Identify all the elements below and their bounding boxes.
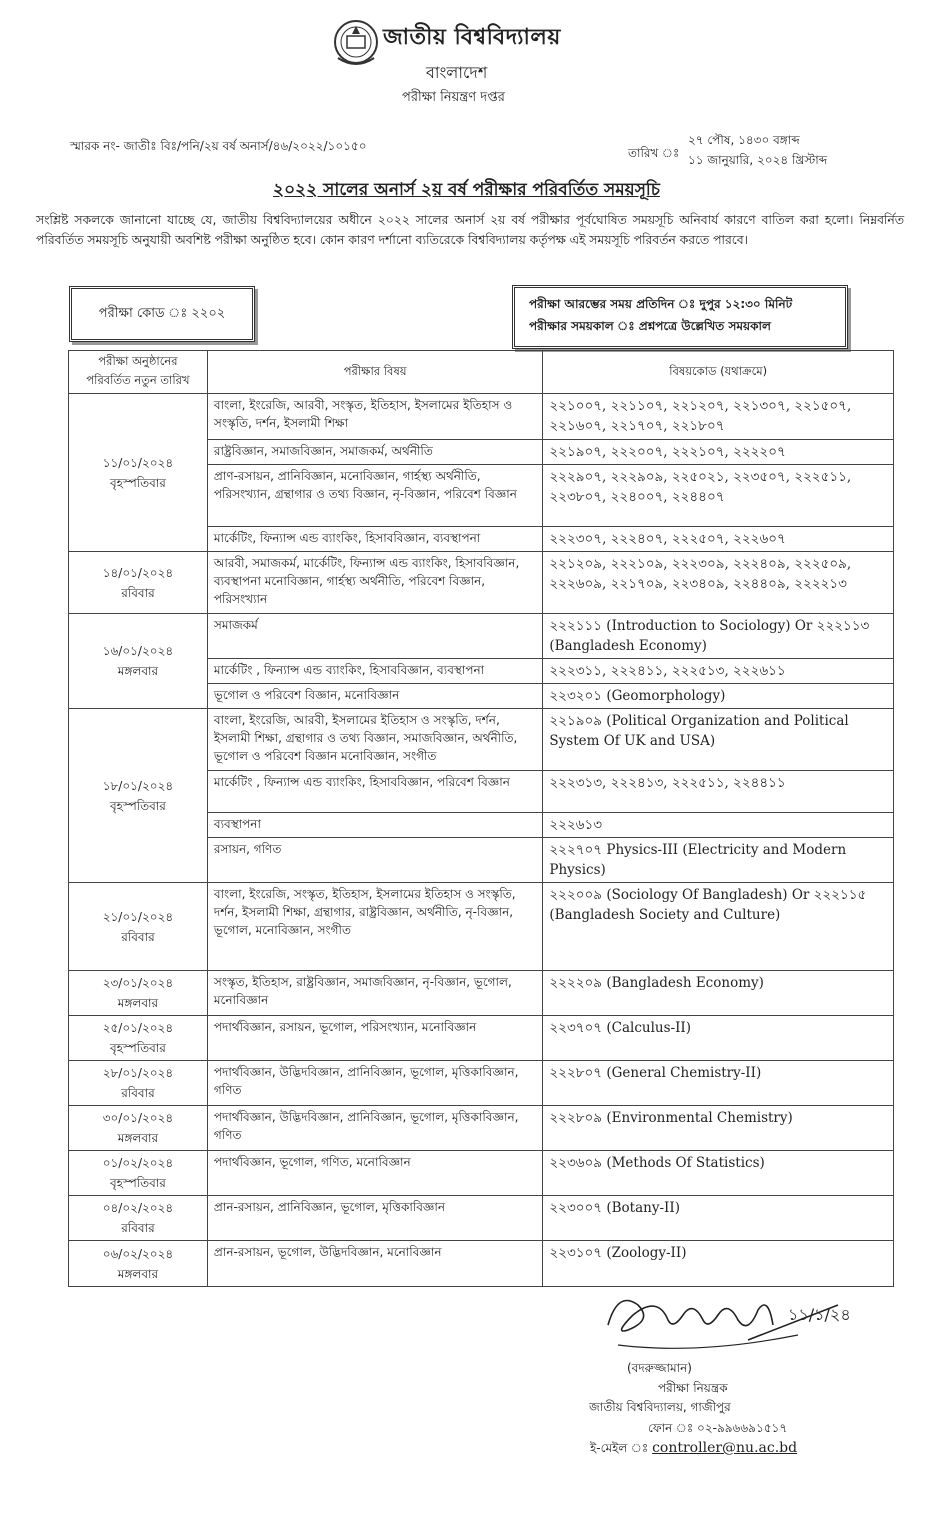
subject-code-cell: ২২২৩০৭, ২২২৪০৭, ২২২৫০৭, ২২২৬০৭ bbox=[543, 527, 894, 552]
subject-cell: মার্কেটিং , ফিন্যান্স এন্ড ব্যাংকিং, হিসাববিজ্ঞান, পরিবেশ বিজ্ঞান bbox=[207, 771, 543, 813]
subject-cell: প্রান-রসায়ন, ভূগোল, উদ্ভিদবিজ্ঞান, মনোবিজ্ঞান bbox=[207, 1241, 543, 1287]
exam-day: বৃহস্পতিবার bbox=[109, 1176, 166, 1190]
subject-code-cell: ২২২২০৯ (Bangladesh Economy) bbox=[543, 971, 894, 1016]
exam-date-cell bbox=[69, 1106, 208, 1151]
subject-cell: বাংলা, ইংরেজি, আরবী, সংস্কৃত, ইতিহাস, ইসলামের ইতিহাস ও সংস্কৃতি, দর্শন, ইসলামী শিক্ষা bbox=[207, 394, 543, 440]
header-date: পরীক্ষা অনুষ্ঠানের পরিবর্তিত নতুন তারিখ bbox=[69, 351, 208, 394]
memo-number: স্মারক নং- জাতীঃ বিঃ/পনি/২য় বর্ষ অনার্স/৪৬/২০২২/১০১৫০ bbox=[70, 139, 367, 153]
exam-date: ২৮/০১/২০২৪ bbox=[102, 1066, 174, 1080]
subject-code-cell: ২২২৬১৩ bbox=[543, 813, 894, 838]
signatory-phone: ফোন ঃ ০২-৯৯৬৬৯১৫১৭ bbox=[648, 1421, 788, 1435]
subject-cell: সমাজকর্ম bbox=[207, 614, 543, 659]
subject-cell: আরবী, সমাজকর্ম, মার্কেটিং, ফিন্যান্স এন্ড ব্যাংকিং, হিসাববিজ্ঞান, ব্যবস্থাপনা মনোবিজ্ঞান, গার্হস্থ্য অর্থনীতি, পরিবেশ বিজ্ঞান, পরিসংখ্যান bbox=[207, 552, 543, 614]
subject-cell: রসায়ন, গণিত bbox=[207, 838, 543, 883]
subject-code-cell: ২২২৮০৭ (General Chemistry-II) bbox=[543, 1061, 894, 1106]
table-row bbox=[69, 1016, 894, 1061]
exam-date-cell bbox=[69, 614, 208, 709]
exam-date: ৩০/০১/২০২৪ bbox=[102, 1111, 174, 1125]
subject-cell: মার্কেটিং , ফিন্যান্স এন্ড ব্যাংকিং, হিসাববিজ্ঞান, ব্যবস্থাপনা bbox=[207, 659, 543, 684]
university-logo-icon bbox=[330, 18, 382, 70]
subject-cell: ভূগোল ও পরিবেশ বিজ্ঞান, মনোবিজ্ঞান bbox=[207, 684, 543, 709]
table-row bbox=[69, 709, 894, 771]
table-row bbox=[69, 614, 894, 659]
subject-cell: বাংলা, ইংরেজি, আরবী, ইসলামের ইতিহাস ও সংস্কৃতি, দর্শন, ইসলামী শিক্ষা, গ্রন্থাগার ও তথ্য বিজ্ঞান, সমাজবিজ্ঞান, অর্থনীতি, ভূগোল ও পরিবেশ বিজ্ঞান মনোবিজ্ঞান, সংগীত bbox=[207, 709, 543, 771]
subject-code-cell: ২২২৯০৭, ২২২৯০৯, ২২৫০২১, ২২৩৫০৭, ২২২৫১১, ২২৩৮০৭, ২২৪০০৭, ২২৪৪০৭ bbox=[543, 465, 894, 527]
exam-day: রবিবার bbox=[121, 929, 155, 944]
exam-day: রবিবার bbox=[121, 585, 155, 600]
exam-duration: পরীক্ষার সময়কাল ঃ প্রশ্নপত্রে উল্লেখিত সময়কাল bbox=[529, 319, 771, 333]
subject-code-cell: ২২৩০০৭ (Botany-II) bbox=[543, 1196, 894, 1241]
exam-day: বৃহস্পতিবার bbox=[109, 1041, 166, 1055]
signatory-post: পরীক্ষা নিয়ন্ত্রক bbox=[658, 1381, 728, 1395]
table-row bbox=[69, 1061, 894, 1106]
department-name: পরীক্ষা নিয়ন্ত্রণ দপ্তর bbox=[402, 90, 505, 105]
exam-date-cell bbox=[69, 883, 208, 971]
subject-cell: বাংলা, ইংরেজি, সংস্কৃত, ইতিহাস, ইসলামের ইতিহাস ও সংস্কৃতি, দর্শন, ইসলামী শিক্ষা, গ্রন্থাগার, রাষ্ট্রবিজ্ঞান, অর্থনীতি, নৃ-বিজ্ঞান, ভূগোল, মনোবিজ্ঞান, সংগীত bbox=[207, 883, 543, 971]
table-row bbox=[69, 552, 894, 614]
exam-date-cell bbox=[69, 1016, 208, 1061]
table-row bbox=[69, 1241, 894, 1287]
table-row bbox=[69, 1106, 894, 1151]
table-row bbox=[69, 971, 894, 1016]
exam-date-cell bbox=[69, 394, 208, 552]
signatory-org: জাতীয় বিশ্ববিদ্যালয়, গাজীপুর bbox=[589, 1400, 731, 1414]
exam-day: রবিবার bbox=[121, 1086, 155, 1100]
exam-day: বৃহস্পতিবার bbox=[109, 475, 166, 490]
signature-image bbox=[598, 1285, 858, 1355]
email-link[interactable]: controller@nu.ac.bd bbox=[652, 1440, 798, 1456]
subject-cell: পদার্থবিজ্ঞান, উদ্ভিদবিজ্ঞান, প্রানিবিজ্ঞান, ভূগোল, মৃত্তিকাবিজ্ঞান, গণিত bbox=[207, 1061, 543, 1106]
subject-cell: ব্যবস্থাপনা bbox=[207, 813, 543, 838]
table-row bbox=[69, 394, 894, 440]
subject-code-cell: ২২৩৬০৯ (Methods Of Statistics) bbox=[543, 1151, 894, 1196]
subject-code-cell: ২২২১১১ (Introduction to Sociology) Or ২২২১১৩ (Bangladesh Economy) bbox=[543, 614, 894, 659]
exam-date: ১৮/০১/২০২৪ bbox=[102, 778, 174, 793]
exam-code: পরীক্ষা কোড ঃ ২২০২ bbox=[98, 305, 226, 321]
exam-date: ০৪/০২/২০২৪ bbox=[102, 1201, 174, 1215]
subject-code-cell: ২২২৩১১, ২২২৪১১, ২২২৫১৩, ২২২৬১১ bbox=[543, 659, 894, 684]
exam-code-box bbox=[69, 286, 255, 342]
subject-cell: পদার্থবিজ্ঞান, উদ্ভিদবিজ্ঞান, প্রানিবিজ্ঞান, ভূগোল, মৃত্তিকাবিজ্ঞান, গণিত bbox=[207, 1106, 543, 1151]
table-row bbox=[69, 1196, 894, 1241]
table-row bbox=[69, 883, 894, 971]
date-english: ১১ জানুয়ারি, ২০২৪ খ্রিস্টাব্দ bbox=[688, 153, 828, 167]
page-title: ২০২২ সালের অনার্স ২য় বর্ষ পরীক্ষার পরিবর্তিত সময়সূচি bbox=[273, 180, 660, 200]
header-code: বিষয়কোড (যথাক্রমে) bbox=[543, 351, 894, 394]
subject-code-cell: ২২১৯০৯ (Political Organization and Political System Of UK and USA) bbox=[543, 709, 894, 771]
exam-day: মঙ্গলবার bbox=[117, 664, 159, 678]
subject-cell: পদার্থবিজ্ঞান, রসায়ন, ভূগোল, পরিসংখ্যান, মনোবিজ্ঞান bbox=[207, 1016, 543, 1061]
date-label: তারিখ ঃ bbox=[628, 146, 680, 160]
subject-code-cell: ২২২৩১৩, ২২২৪১৩, ২২২৫১১, ২২৪৪১১ bbox=[543, 771, 894, 813]
exam-date-cell bbox=[69, 552, 208, 614]
exam-date-cell bbox=[69, 1061, 208, 1106]
exam-date: ২৩/০১/২০২৪ bbox=[102, 976, 174, 990]
subject-code-cell: ২২২৮০৯ (Environmental Chemistry) bbox=[543, 1106, 894, 1151]
subject-cell: প্রাণ-রসায়ন, প্রানিবিজ্ঞান, মনোবিজ্ঞান, গার্হস্থ্য অর্থনীতি, পরিসংখ্যান, গ্রন্থাগার ও তথ্য বিজ্ঞান, নৃ-বিজ্ঞান, পরিবেশ বিজ্ঞান bbox=[207, 465, 543, 527]
subject-cell: সংস্কৃত, ইতিহাস, রাষ্ট্রবিজ্ঞান, সমাজবিজ্ঞান, নৃ-বিজ্ঞান, ভূগোল, মনোবিজ্ঞান bbox=[207, 971, 543, 1016]
exam-date: ২১/০১/২০২৪ bbox=[102, 909, 174, 924]
exam-date: ১৬/০১/২০২৪ bbox=[102, 644, 174, 658]
exam-day: মঙ্গলবার bbox=[117, 1131, 159, 1145]
subject-cell: প্রান-রসায়ন, প্রানিবিজ্ঞান, ভূগোল, মৃত্তিকাবিজ্ঞান bbox=[207, 1196, 543, 1241]
subject-code-cell: ২২২৭০৭ Physics-III (Electricity and Modern Physics) bbox=[543, 838, 894, 883]
subject-code-cell: ২২১২০৯, ২২২১০৯, ২২২৩০৯, ২২২৪০৯, ২২২৫০৯, ২২২৬০৯, ২২১৭০৯, ২২৩৪০৯, ২২৪৪০৯, ২২২২১৩ bbox=[543, 552, 894, 614]
exam-date: ০১/০২/২০২৪ bbox=[102, 1156, 174, 1170]
exam-time-box bbox=[512, 285, 848, 349]
signatory-email-row bbox=[590, 1440, 797, 1460]
subject-code-cell: ২২১০০৭, ২২১১০৭, ২২১২০৭, ২২১৩০৭, ২২১৫০৭, ২২১৬০৭, ২২১৭০৭, ২২১৮০৭ bbox=[543, 394, 894, 440]
exam-date-cell bbox=[69, 709, 208, 883]
exam-date-cell bbox=[69, 1196, 208, 1241]
signatory-name: (বদরুজ্জামান) bbox=[627, 1361, 692, 1375]
exam-day: মঙ্গলবার bbox=[117, 996, 159, 1010]
exam-date-cell bbox=[69, 1151, 208, 1196]
header-subject: পরীক্ষার বিষয় bbox=[207, 351, 543, 394]
subject-code-cell: ২২৩৭০৭ (Calculus-II) bbox=[543, 1016, 894, 1061]
subject-code-cell: ২২১৯০৭, ২২২০০৭, ২২২১০৭, ২২২২০৭ bbox=[543, 440, 894, 465]
country-name: বাংলাদেশ bbox=[426, 63, 488, 82]
subject-code-cell: ২২৩১০৭ (Zoology-II) bbox=[543, 1241, 894, 1287]
exam-date-cell bbox=[69, 1241, 208, 1287]
intro-paragraph: সংশ্লিষ্ট সকলকে জানানো যাচ্ছে যে, জাতীয় বিশ্ববিদ্যালয়ের অধীনে ২০২২ সালের অনার্স ২য় বর্ষ পরীক্ষার পূর্বঘোষিত সময়সূচি অনিবার্য কারণে বাতিল করা হলো। নিম্নবর্নিত পরিবর্তিত সময়সূচি অনুযায়ী অবশিষ্ট পরীক্ষা অনুষ্ঠিত হবে। কোন কারণ দর্শানো ব্যতিরেকে বিশ্ববিদ্যালয় কর্তৃপক্ষ এই সময়সূচি পরিবর্তন করতে পারবে। bbox=[36, 213, 904, 247]
table-row bbox=[69, 1151, 894, 1196]
exam-date: ১৪/০১/২০২৪ bbox=[102, 565, 174, 580]
date-bangla: ২৭ পৌষ, ১৪৩০ বঙ্গাব্দ bbox=[688, 133, 800, 147]
university-name: জাতীয় বিশ্ববিদ্যালয় bbox=[383, 24, 561, 50]
email-label: ই-মেইল ঃ bbox=[590, 1441, 649, 1455]
subject-code-cell: ২২৩২০১ (Geomorphology) bbox=[543, 684, 894, 709]
subject-cell: রাষ্ট্রবিজ্ঞান, সমাজবিজ্ঞান, সমাজকর্ম, অর্থনীতি bbox=[207, 440, 543, 465]
subject-code-cell: ২২২০০৯ (Sociology Of Bangladesh) Or ২২২১১৫ (Bangladesh Society and Culture) bbox=[543, 883, 894, 971]
exam-date: ২৫/০১/২০২৪ bbox=[102, 1021, 174, 1035]
subject-cell: পদার্থবিজ্ঞান, ভূগোল, গণিত, মনোবিজ্ঞান bbox=[207, 1151, 543, 1196]
schedule-table bbox=[68, 350, 894, 1287]
exam-day: বৃহস্পতিবার bbox=[109, 798, 166, 813]
exam-day: মঙ্গলবার bbox=[117, 1266, 159, 1281]
exam-start-time: পরীক্ষা আরম্ভের সময় প্রতিদিন ঃ দুপুর ১২:৩০ মিনিট bbox=[529, 297, 793, 311]
exam-date-cell bbox=[69, 971, 208, 1016]
exam-date: ০৬/০২/২০২৪ bbox=[102, 1246, 174, 1261]
signature-date: ১১/১/২৪ bbox=[788, 1305, 851, 1324]
subject-cell: মার্কেটিং, ফিন্যান্স এন্ড ব্যাংকিং, হিসাববিজ্ঞান, ব্যবস্থাপনা bbox=[207, 527, 543, 552]
exam-day: রবিবার bbox=[121, 1221, 155, 1235]
exam-date: ১১/০১/২০২৪ bbox=[102, 455, 174, 470]
